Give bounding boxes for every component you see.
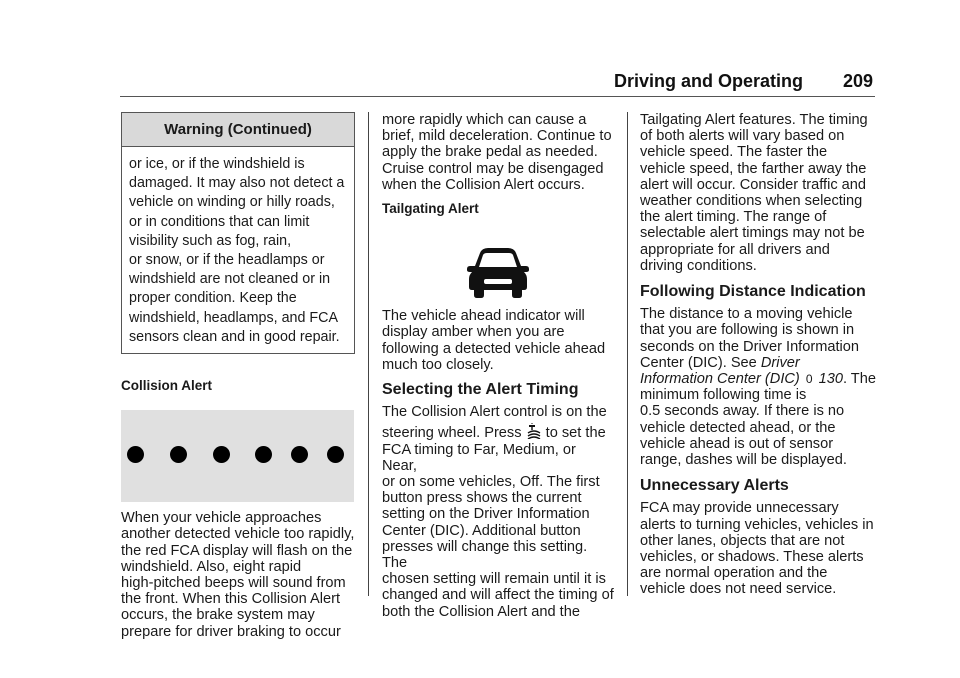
text-line: following a detected vehicle ahead bbox=[382, 340, 606, 357]
warning-line: damaged. It may also not detect a bbox=[129, 175, 345, 192]
warning-line: or snow, or if the headlamps or bbox=[129, 252, 325, 269]
text-line: the red FCA display will flash on the bbox=[121, 542, 353, 559]
text-line: vehicle speed. The faster the bbox=[640, 144, 828, 161]
column-3 bbox=[640, 112, 878, 598]
text-line: chosen setting will remain until it is bbox=[382, 571, 606, 588]
warning-body bbox=[122, 147, 354, 353]
text-line: the front. When this Collision Alert bbox=[121, 591, 341, 608]
section-title: Driving and Operating bbox=[613, 71, 803, 91]
alert-timing-heading: Selecting the Alert Timing bbox=[382, 381, 579, 399]
text-fragment: steering wheel. Press bbox=[382, 425, 522, 442]
text-line: presses will change this setting. The bbox=[382, 538, 588, 572]
text-line: that you are following is shown in bbox=[640, 322, 855, 339]
text-line: both the Collision Alert and the bbox=[382, 603, 580, 620]
text-line bbox=[640, 355, 878, 371]
text-fragment: to set the bbox=[545, 425, 606, 442]
text-line: driving conditions. bbox=[640, 257, 757, 274]
collision-alert-button-icon bbox=[526, 423, 542, 439]
alert-dot-icon bbox=[255, 446, 272, 463]
column-divider bbox=[627, 112, 628, 596]
warning-line: sensors clean and in good repair. bbox=[129, 328, 340, 345]
warning-line: visibility such as fog, rain, bbox=[129, 232, 292, 249]
text-line: alerts to turning vehicles, vehicles in bbox=[640, 516, 874, 533]
text-line: The vehicle ahead indicator will bbox=[382, 308, 585, 325]
text-fragment: . The bbox=[842, 371, 876, 388]
warning-title: Warning (Continued) bbox=[122, 113, 354, 147]
text-line: setting on the Driver Information bbox=[382, 506, 590, 523]
page-reference-icon: 0 bbox=[805, 372, 813, 387]
warning-box bbox=[121, 112, 355, 354]
text-line: other lanes, objects that are not bbox=[640, 532, 845, 549]
text-line: high-pitched beeps will sound from bbox=[121, 575, 346, 592]
text-line: another detected vehicle too rapidly, bbox=[121, 526, 355, 543]
collision-alert-heading: Collision Alert bbox=[121, 378, 213, 394]
text-line: selectable alert timings may not be bbox=[640, 225, 865, 242]
text-line: vehicle detected ahead, or the bbox=[640, 419, 836, 436]
warning-line: windshield, headlamps, and FCA bbox=[129, 309, 339, 326]
column-divider bbox=[368, 112, 369, 596]
text-line: windshield. Also, eight rapid bbox=[121, 558, 302, 575]
warning-line: vehicle on winding or hilly roads, bbox=[129, 194, 335, 211]
text-line: vehicle ahead is out of sensor bbox=[640, 435, 834, 452]
text-line: 0.5 seconds away. If there is no bbox=[640, 403, 845, 420]
dic-link[interactable]: Driver bbox=[760, 354, 800, 371]
text-line: The Collision Alert control is on the bbox=[382, 404, 607, 421]
warning-line: or ice, or if the windshield is bbox=[129, 156, 305, 172]
text-line: vehicle does not need service. bbox=[640, 581, 837, 598]
text-line: FCA may provide unnecessary bbox=[640, 500, 839, 517]
text-line: more rapidly which can cause a bbox=[382, 112, 587, 128]
warning-line: windshield are not cleaned or in bbox=[129, 271, 331, 288]
text-line: much too closely. bbox=[382, 356, 494, 373]
text-line: apply the brake pedal as needed. bbox=[382, 144, 598, 161]
dic-link[interactable]: Information Center (DIC) bbox=[640, 371, 800, 388]
text-line bbox=[640, 371, 878, 387]
text-line: changed and will affect the timing of bbox=[382, 587, 614, 604]
text-fragment: Center (DIC). See bbox=[640, 354, 757, 371]
column-2 bbox=[382, 112, 614, 620]
text-line bbox=[382, 423, 614, 441]
page-reference[interactable]: 130 bbox=[818, 371, 843, 388]
text-line: are normal operation and the bbox=[640, 565, 828, 582]
text-line: the alert timing. The range of bbox=[640, 209, 827, 226]
text-line: occurs, the brake system may bbox=[121, 607, 315, 624]
tailgating-alert-heading: Tailgating Alert bbox=[382, 201, 479, 217]
text-line: brief, mild deceleration. Continue to bbox=[382, 128, 612, 145]
text-line: vehicle speed, the farther away the bbox=[640, 160, 867, 177]
text-line: Center (DIC). Additional button bbox=[382, 522, 581, 539]
text-line: range, dashes will be displayed. bbox=[640, 452, 847, 469]
text-line: vehicles, or shadows. These alerts bbox=[640, 549, 864, 566]
alert-dot-icon bbox=[170, 446, 187, 463]
text-line: seconds on the Driver Information bbox=[640, 338, 860, 355]
text-line: The distance to a moving vehicle bbox=[640, 306, 853, 323]
text-line: minimum following time is bbox=[640, 387, 807, 404]
text-line: when the Collision Alert occurs. bbox=[382, 176, 585, 193]
page-header bbox=[120, 70, 875, 97]
alert-dot-icon bbox=[291, 446, 308, 463]
text-line: Cruise control may be disengaged bbox=[382, 160, 604, 177]
warning-line: proper condition. Keep the bbox=[129, 290, 297, 307]
collision-alert-display-image bbox=[121, 410, 354, 502]
text-line: When your vehicle approaches bbox=[121, 510, 322, 527]
unnecessary-alerts-heading: Unnecessary Alerts bbox=[640, 477, 789, 495]
text-line: of both alerts will vary based on bbox=[640, 128, 845, 145]
text-line: display amber when you are bbox=[382, 324, 565, 341]
alert-dot-icon bbox=[127, 446, 144, 463]
alert-dot-icon bbox=[327, 446, 344, 463]
text-line: FCA timing to Far, Medium, or Near, bbox=[382, 441, 576, 474]
text-line: button press shows the current bbox=[382, 490, 582, 507]
page-number: 209 bbox=[842, 71, 873, 91]
text-line: alert will occur. Consider traffic and bbox=[640, 176, 867, 193]
text-line: weather conditions when selecting bbox=[640, 193, 863, 210]
vehicle-ahead-icon bbox=[466, 247, 530, 299]
text-line: Tailgating Alert features. The timing bbox=[640, 112, 868, 128]
warning-line: or in conditions that can limit bbox=[129, 213, 310, 230]
column-1 bbox=[121, 112, 356, 640]
following-distance-heading: Following Distance Indication bbox=[640, 283, 866, 301]
text-line: or on some vehicles, Off. The first bbox=[382, 474, 600, 491]
text-line: appropriate for all drivers and bbox=[640, 241, 830, 258]
alert-dot-icon bbox=[213, 446, 230, 463]
text-line: prepare for driver braking to occur bbox=[121, 623, 341, 640]
vehicle-ahead-image bbox=[382, 217, 614, 299]
